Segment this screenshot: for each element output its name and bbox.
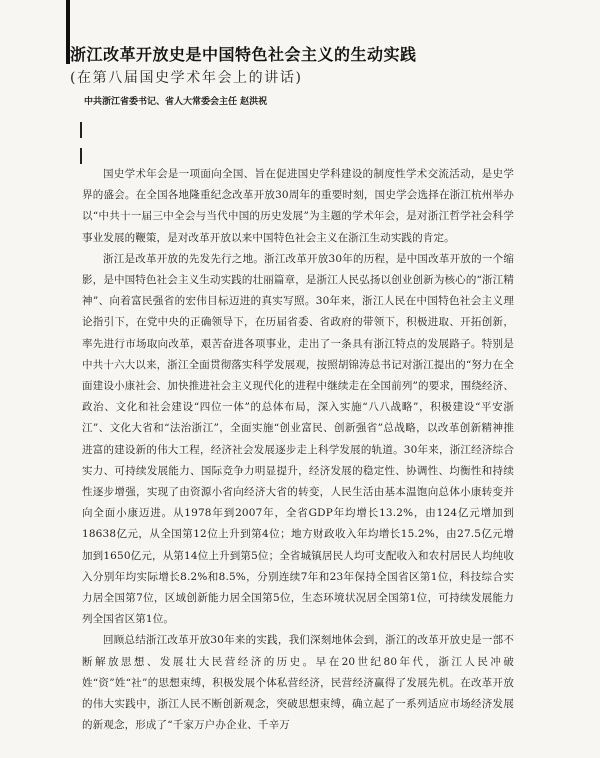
paragraph-summary: 回顾总结浙江改革开放30年来的实践，我们深刻地体会到，浙江的改革开放史是一部不断解放思想、发展壮大民营经济的历史。早在20世纪80年代，浙江人民冲破姓“资”姓“社”的思想束缚，积极发展个体私营经济，民营经济赢得了发展先机。在改革开放的伟大实践中，浙江人民不断创新观念，突破思想束缚，确立起了一系列适应市场经济发展的新观念，形成了“千家万户办企业、千辛万: [82, 634, 514, 732]
article-body: [82, 164, 514, 736]
margin-tick: [80, 148, 82, 164]
article-title: 浙江改革开放史是中国特色社会主义的生动实践: [70, 45, 417, 64]
paragraph-intro: 国史学术年会是一项面向全国、旨在促进国史学科建设的制度性学术交流活动，是史学界的盛会。在全国各地隆重纪念改革开放30周年的重要时刻，国史学会选择在浙江杭州举办以“中共十一届三中全会与当代中国的历史发展”为主题的学术年会，是对浙江哲学社会科学事业发展的鞭策，是对改革开放以来中国特色社会主义在浙江生动实践的肯定。: [82, 168, 514, 244]
margin-tick: [80, 122, 82, 138]
article-subtitle: (在第八届国史学术年会上的讲话): [70, 70, 303, 86]
article-author: 中共浙江省委书记、省人大常委会主任 赵洪祝: [84, 97, 268, 107]
paragraph-history: 浙江是改革开放的先发先行之地。浙江改革开放30年的历程，是中国改革开放的一个缩影，是中国特色社会主义生动实践的壮丽篇章，是浙江人民弘扬以创业创新为核心的“浙江精神”、向着富民强省的宏伟目标迈进的真实写照。30年来，浙江人民在中国特色社会主义理论指引下，在党中央的正确领导下，在历届省委、省政府的带领下，积极进取、开拓创新，率先进行市场取向改革，艰苦奋进各项事业，走出了一条具有浙江特点的发展路子。特别是中共十六大以来，浙江全面贯彻落实科学发展观，按照胡锦涛总书记对浙江提出的“努力在全面建设小康社会、加快推进社会主义现代化的进程中继续走在全国前列”的要求，围绕经济、政治、文化和社会建设“四位一体”的总体布局，深入实施“八八战略”，积极建设“平安浙江”、文化大省和“法治浙江”，全面实施“创业富民、创新强省”总战略，以改革创新精神推进富的建设新的伟大工程，经济社会发展逐步走上科学发展的轨道。30年来，浙江经济综合实力、可持续发展能力、国际竞争力明显提升，经济发展的稳定性、协调性、均衡性和持续性逐步增强，实现了由资源小省向经济大省的转变，人民生活由基本温饱向总体小康转变并向全面小康迈进。从1978年到2007年，全省GDP年均增长13.2%，由124亿元增加到18638亿元，从全国第12位上升到第4位；地方财政收入年均增长15.2%，由27.5亿元增加到1650亿元，从第14位上升到第5位；全省城镇居民人均可支配收入和农村居民人均纯收入分别年均实际增长8.2%和8.5%，分别连续7年和23年保持全国省区第1位，科技综合实力居全国第7位，区域创新能力居全国第5位，生态环境状况居全国第1位，可持续发展能力列全国省区第1位。: [82, 252, 514, 626]
